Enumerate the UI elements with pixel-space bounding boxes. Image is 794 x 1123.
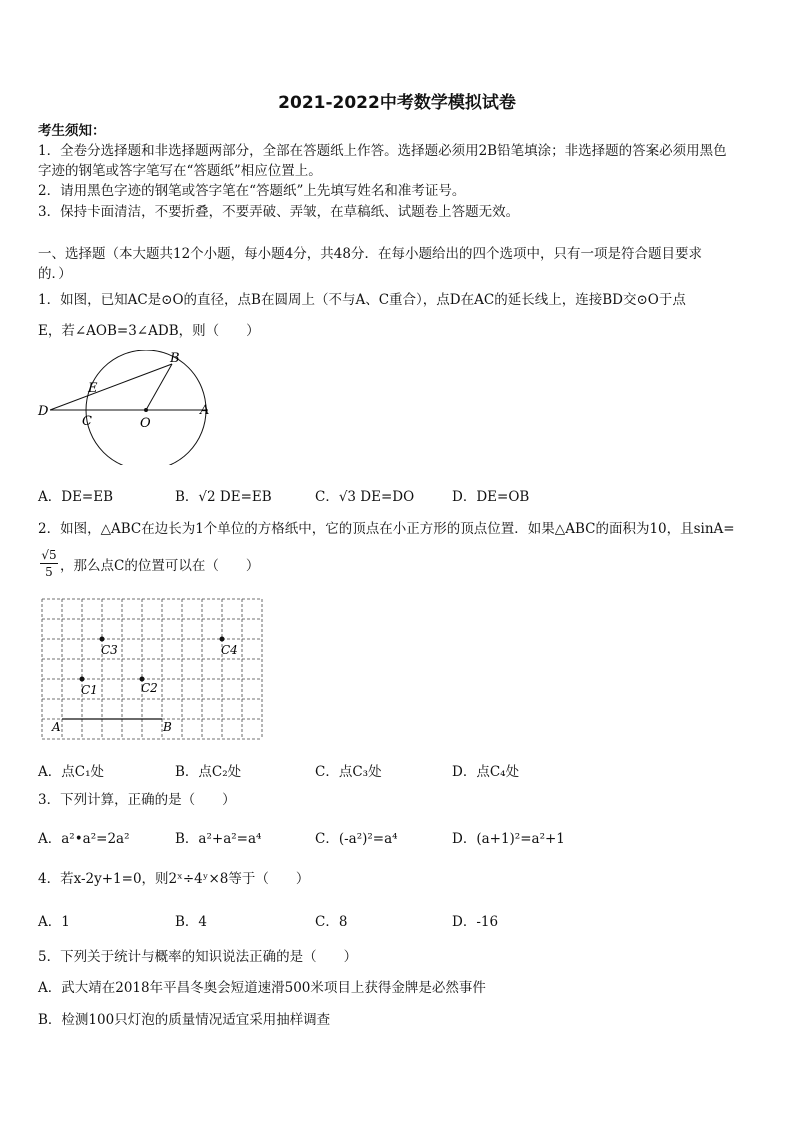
q3-option-c: C．(-a²)²=a⁴	[315, 831, 398, 847]
label-c1	[81, 683, 98, 697]
label-c1-text: C1	[81, 683, 98, 697]
q2-option-a: A．点C₁处	[38, 764, 104, 780]
q1-option-a: A．DE=EB	[38, 489, 114, 505]
q4-option-d: D．-16	[452, 914, 499, 930]
q3-option-a: A．a²•a²=2a²	[38, 831, 130, 847]
point-c4	[220, 637, 225, 642]
q1-option-c: C．√3 DE=DO	[315, 489, 415, 505]
label-b: B	[163, 720, 172, 734]
fraction-sqrt5-over-5	[40, 548, 58, 579]
notice-item: 3．保持卡面清洁，不要折叠，不要弄破、弄皱，在草稿纸、试题卷上答题无效。	[38, 204, 520, 220]
q2-stem-cont: ，那么点C的位置可以在（ ）	[60, 558, 260, 574]
q4-option-a: A．1	[38, 914, 70, 930]
point-c1	[80, 677, 85, 682]
q5-stem: 5．下列关于统计与概率的知识说法正确的是（ ）	[38, 949, 358, 965]
fraction-numerator: √5	[41, 548, 57, 562]
label-c: C	[82, 414, 92, 429]
q2-option-c: C．点C₃处	[315, 764, 382, 780]
label-a: A	[200, 403, 210, 418]
q4-stem: 4．若x-2y+1=0，则2ˣ÷4ʸ×8等于（ ）	[38, 871, 310, 887]
label-c3-text: C3	[101, 643, 118, 657]
label-c4-text: C4	[221, 643, 238, 657]
page-title: 2021-2022中考数学模拟试卷	[278, 93, 516, 113]
q1-stem-cont: E，若∠AOB=3∠ADB，则（ ）	[38, 323, 260, 339]
fraction-denominator: 5	[45, 565, 53, 579]
notice-item: 字迹的钢笔或答字笔写在“答题纸”相应位置上。	[38, 163, 322, 179]
q1-circle-figure	[36, 350, 216, 465]
section-heading: 一、选择题（本大题共12个小题，每小题4分，共48分．在每小题给出的四个选项中，只有一项是符合题目要求	[38, 246, 702, 262]
label-e: E	[88, 381, 98, 396]
notice-item: 2．请用黑色字迹的钢笔或答字笔在“答题纸”上先填写姓名和准考证号。	[38, 183, 466, 199]
point-o	[144, 408, 148, 412]
section-heading-cont: 的．）	[38, 266, 72, 282]
q1-option-d: D．DE=OB	[452, 489, 530, 505]
label-o: O	[140, 416, 151, 431]
label-a: A	[52, 720, 61, 734]
label-d: D	[38, 404, 49, 419]
line-ob	[146, 364, 172, 410]
q3-option-d: D．(a+1)²=a²+1	[452, 831, 565, 847]
circle-o	[86, 350, 206, 465]
line-db	[50, 364, 172, 410]
label-c4	[221, 643, 238, 657]
q5-option-b: B．检测100只灯泡的质量情况适宜采用抽样调查	[38, 1012, 331, 1028]
q2-grid-figure	[40, 597, 266, 743]
point-c3	[100, 637, 105, 642]
grid-lines	[42, 599, 262, 739]
q2-option-d: D．点C₄处	[452, 764, 520, 780]
q4-option-c: C．8	[315, 914, 348, 930]
q5-option-a: A．武大靖在2018年平昌冬奥会短道速滑500米项目上获得金牌是必然事件	[38, 980, 486, 996]
q1-option-b: B．√2 DE=EB	[175, 489, 272, 505]
q1-stem: 1．如图，已知AC是⊙O的直径，点B在圆周上（不与A、C重合），点D在AC的延长线上，连接BD交⊙O于点	[38, 292, 686, 308]
q2-option-b: B．点C₂处	[175, 764, 242, 780]
label-b: B	[170, 351, 180, 366]
notice-heading: 考生须知：	[38, 123, 106, 139]
notice-item: 1．全卷分选择题和非选择题两部分，全部在答题纸上作答。选择题必须用2B铅笔填涂；非选择题的答案必须用黑色	[38, 143, 727, 159]
label-c2-text: C2	[141, 681, 158, 695]
q3-stem: 3．下列计算，正确的是（ ）	[38, 792, 236, 808]
q3-option-b: B．a²+a²=a⁴	[175, 831, 262, 847]
label-c3	[101, 643, 118, 657]
q2-stem: 2．如图，△ABC在边长为1个单位的方格纸中，它的顶点在小正方形的顶点位置．如果△ABC的面积为10，且sinA=	[38, 521, 735, 537]
q4-option-b: B．4	[175, 914, 208, 930]
label-c2	[141, 681, 158, 695]
